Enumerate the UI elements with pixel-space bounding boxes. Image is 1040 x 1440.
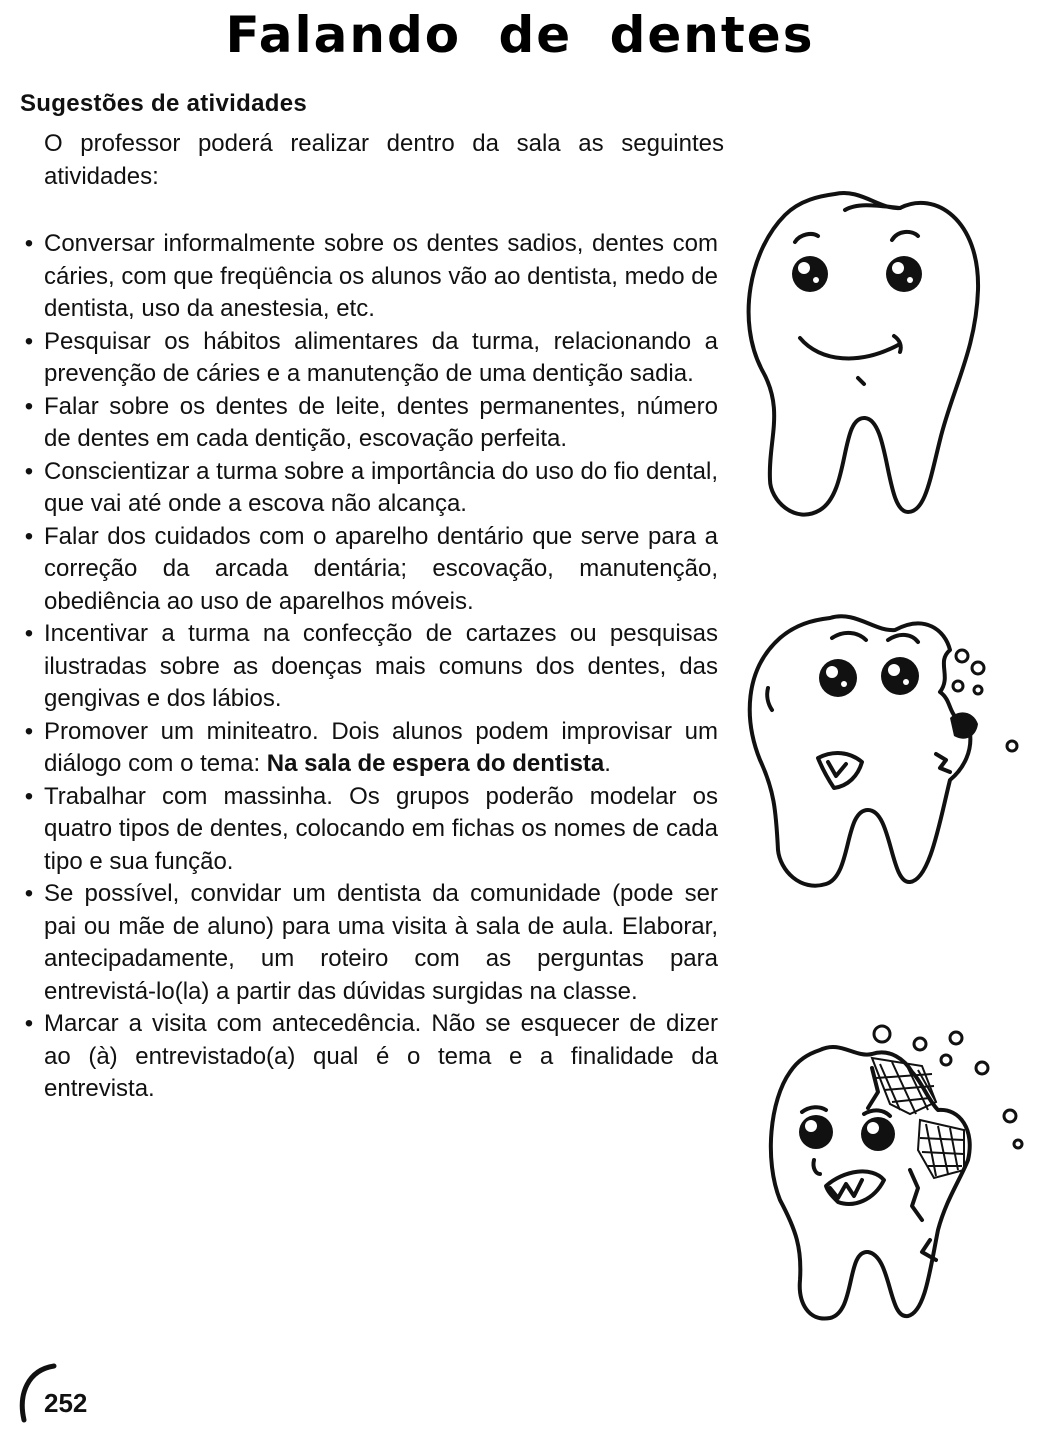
section-title: Sugestões de atividades xyxy=(20,90,308,117)
bullet: • xyxy=(24,782,34,810)
bullet: • xyxy=(24,457,34,485)
bullet: • xyxy=(24,522,34,550)
list-item: • Trabalhar com massinha. Os grupos poderão modelar os quatro tipos de dentes, colocando em fichas os nomes de cada tipo e sua função. xyxy=(16,781,718,879)
list-item: • Pesquisar os hábitos alimentares da turma, relacionando a prevenção de cáries e a manutenção de uma dentição sadia. xyxy=(16,326,718,391)
list-item: • Marcar a visita com antecedência. Não se esquecer de dizer ao (à) entrevistado(a) qual é o tema e a finalidade da entrevista. xyxy=(16,1008,718,1106)
bullet: • xyxy=(24,392,34,420)
bullet: • xyxy=(24,1010,34,1037)
page-number-badge xyxy=(14,1360,104,1430)
bullet: • xyxy=(24,620,34,647)
worried-decayed-tooth-icon xyxy=(740,600,1030,900)
list-item: • Incentivar a turma na confecção de cartazes ou pesquisas ilustradas sobre as doenças mais comuns dos dentes, das gengivas e dos lábios. xyxy=(16,618,718,716)
list-item: • Falar sobre os dentes de leite, dentes permanentes, número de dentes em cada dentição, escovação perfeita. xyxy=(16,391,718,456)
bullet: • xyxy=(24,880,34,907)
intro-text: O professor poderá realizar dentro da sala as seguintes atividades: xyxy=(44,130,724,190)
broken-tooth-icon xyxy=(760,1020,1030,1340)
bullet: • xyxy=(24,327,34,355)
bullet: • xyxy=(24,230,34,257)
list-item: • Falar dos cuidados com o aparelho dentário que serve para a correção da arcada dentária; escovação, manutenção, obediência ao uso de aparelhos móveis. xyxy=(16,521,718,619)
list-item: • Promover um miniteatro. Dois alunos podem improvisar um diálogo com o tema: Na sala de espera do dentista. xyxy=(16,716,718,781)
list-item: • Conversar informalmente sobre os dentes sadios, dentes com cáries, com que freqüência os alunos vão ao dentista, medo de dentista, uso da anestesia, etc. xyxy=(16,228,718,326)
bullet: • xyxy=(24,717,34,745)
happy-tooth-icon xyxy=(740,180,990,520)
activity-list xyxy=(16,228,718,1106)
page-title: Falando de dentes xyxy=(225,6,815,64)
list-item: • Conscientizar a turma sobre a importância do uso do fio dental, que vai até onde a escova não alcança. xyxy=(16,456,718,521)
page-number: 252 xyxy=(44,1388,88,1418)
list-item: • Se possível, convidar um dentista da comunidade (pode ser pai ou mãe de aluno) para uma visita à sala de aula. Elaborar, antecipadamente, um roteiro com as perguntas para entrevistá-lo(la) a partir das dúvidas surgidas na classe. xyxy=(16,878,718,1008)
bold-theme: Na sala de espera do dentista xyxy=(266,750,605,777)
